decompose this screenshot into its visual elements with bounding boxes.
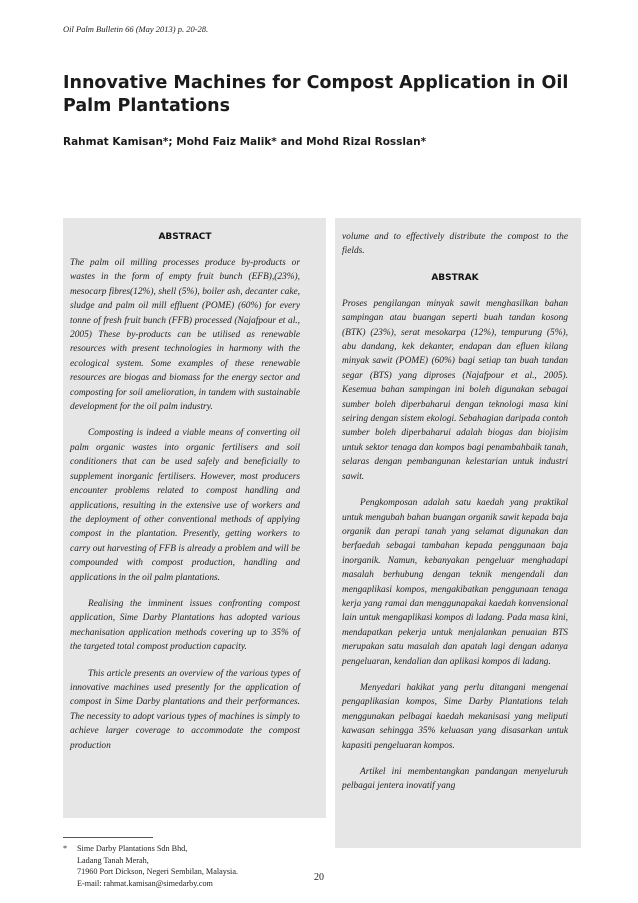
running-head: Oil Palm Bulletin 66 (May 2013) p. 20-28. [63, 24, 209, 34]
abstract-continuation: volume and to effectively distribute the compost to the fields. [342, 232, 568, 257]
footnote-rule [63, 837, 153, 838]
abstrak-paragraph: Pengkomposan adalah satu kaedah yang praktikal untuk mengubah bahan buangan organik sawit kepada baja organik dan perapi tanah yang selamat digunakan dan berfaedah sebagai tambahan kepada penggunaan baja inorganik. Namun, kebanyakan pengeluar menghadapi masalah berhubung dengan teknik mengendali dan mengaplikasi kompos, mengakibatkan penggunaan tenaga kerja yang ramai dan menggunapakai kaedah konvensional lain untuk mengaplikasi kompos di ladang. Pada masa kini, mendapatkan pekerja untuk menjalankan penuaian BTS merupakan satu masalah dan apatah lagi dengan adanya pengeluaran, kendalian dan aplikasi kompos di ladang. [342, 498, 568, 667]
footnote-mark: * [63, 844, 68, 853]
abstrak-paragraph: Proses pengilangan minyak sawit menghasilkan bahan sampingan atau buangan seperti buah tandan kosong (BTK) (23%), serat mesokarpa (12%), tempurung (5%), abu dandang, kek dekanter, endapan dan efluen kilang minyak sawit (POME) (60%) bagi setiap tan buah tandan segar (BTS) yang diproses (Najafpour et al., 2005). Kesemua bahan sampingan ini boleh digunakan sebagai sumber boleh diperbaharui dengan teknologi masa kini seiring dengan sistem ekologi. Sebahagian daripada contoh sumber boleh diperbaharui adalah biogas dan biojisim untuk sektor tenaga dan kompos bagi penambahbaik tanah, selaras dengan pembangunan kelestarian untuk industri sawit. [342, 298, 568, 482]
abstrak-paragraph: Artikel ini membentangkan pandangan menyeluruh pelbagai jentera inovatif yang [342, 767, 568, 792]
abstract-paragraph: Realising the imminent issues confronting compost application, Sime Darby Plantations has adopted various mechanisation application methods covering up to 35% of the targeted total compost production capacity. [70, 598, 300, 653]
footnote-email[interactable]: E-mail: rahmat.kamisan@simedarby.com [77, 878, 213, 888]
abstract-paragraph: This article presents an overview of the various types of innovative machines used presently for the application of compost in Sime Darby plantations and their performances. The necessity to adopt various types of machines is simply to achieve larger coverage to accommodate the compost production [70, 668, 300, 751]
abstract-box-left [63, 218, 326, 818]
abstract-heading: ABSTRACT [158, 232, 212, 242]
abstract-box-right [335, 218, 581, 848]
abstract-paragraph: Composting is indeed a viable means of converting oil palm organic wastes into organic fertilisers and soil conditioners that can be used safely and beneficially to supplement inorganic fertilisers. However, most producers encounter problems related to compost handling and applications, resulting in the extensive use of workers and the deployment of other conventional methods of applying compost in the plantation. Presently, getting workers to carry out harvesting of FFB is already a problem and will be compounded with compost production, handling and applications in the oil palm plantations. [70, 428, 300, 583]
footnote-line: Sime Darby Plantations Sdn Bhd, [77, 844, 188, 853]
author-list: Rahmat Kamisan*; Mohd Faiz Malik* and Mohd Rizal Rosslan* [63, 136, 427, 148]
abstrak-paragraph: Menyedari hakikat yang perlu ditangani mengenai pengaplikasian kompos, Sime Darby Plantations telah menggunakan pelbagai kaedah mekanisasi yang meliputi kawasan sehingga 35% keluasan yang disasarkan untuk kapasiti pengeluaran kompos. [342, 682, 568, 751]
paper-title: Innovative Machines for Compost Application in Oil Palm Plantations [63, 73, 569, 116]
page-number: 20 [314, 872, 324, 883]
abstract-paragraph: The palm oil milling processes produce by-products or wastes in the form of empty fruit bunch (EFB),(23%), mesocarp fibres(12%), shell (5%), boiler ash, decanter cake, sludge and palm oil mill effluent (POME) (60%) for every tonne of fresh fruit bunch (FFB) processed (Najafpour et al., 2005) These by-products can be utilised as renewable resources with present technologies in harmony with the ecological system. Some examples of these renewable resources are biogas and biomass for the energy sector and composting for soil amelioration, in tandem with sustainable development for the oil palm industry. [70, 258, 300, 413]
footnote-line: Ladang Tanah Merah, [77, 855, 149, 865]
footnote-line: 71960 Port Dickson, Negeri Sembilan, Malaysia. [77, 867, 238, 877]
abstrak-heading: ABSTRAK [431, 272, 479, 283]
